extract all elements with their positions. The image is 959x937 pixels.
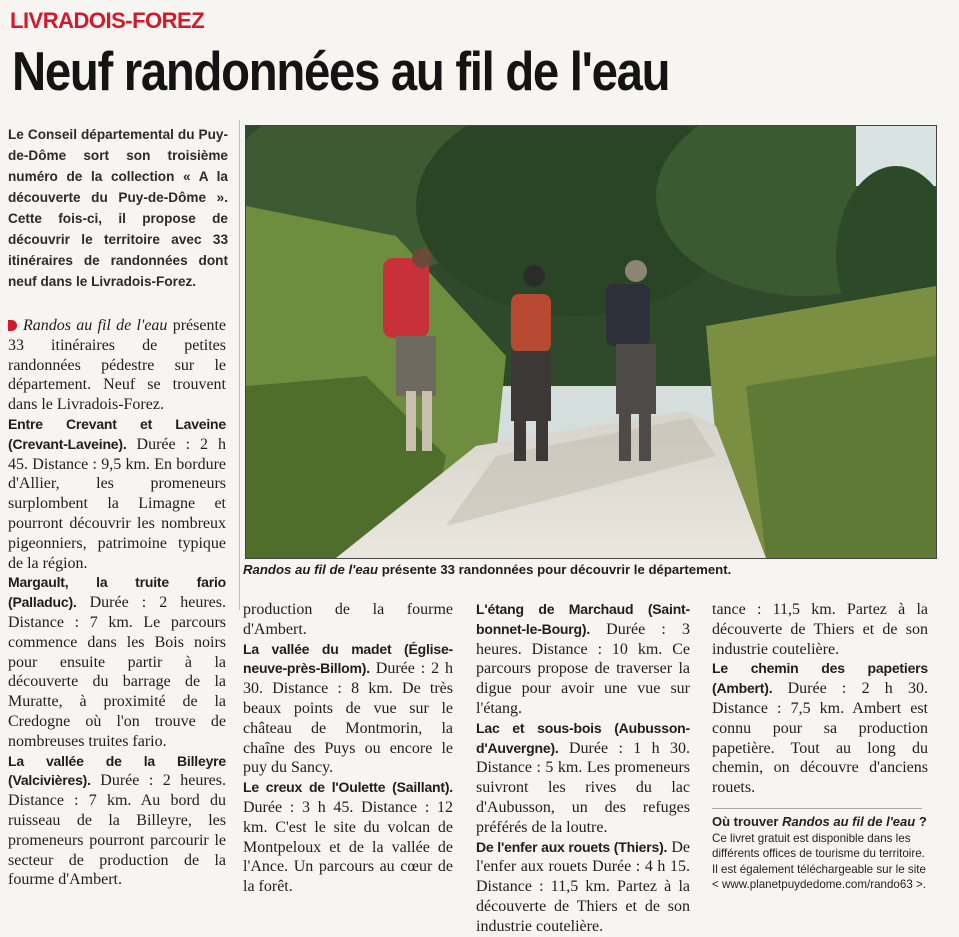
intro-paragraph: Le Conseil départemental du Puy-de-Dôme sort son troisième numéro de la collection « A la découverte du Puy-de-Dôme ». Cette fois-ci, il propose de découvrir le territoire avec 33 itinéraires de randonnées dont neuf dans le Livradois-Forez. (8, 127, 228, 289)
column-divider (239, 120, 240, 610)
route-title: La vallée du madet (Église-neuve-près-Billom). (243, 640, 453, 677)
route-title: Lac et sous-bois (Aubusson-d'Auvergne). (476, 719, 690, 756)
route-title: De l'enfer aux rouets (Thiers). (476, 838, 668, 855)
photo-caption: Randos au fil de l'eau présente 33 randonnées pour découvrir le département. (243, 562, 732, 577)
infobox-divider (712, 808, 922, 809)
guide-title: Randos au fil de l'eau (23, 317, 168, 334)
route-crevant: Entre Crevant et Laveine (Crevant-Laveine). Durée : 2 h 45. Distance : 9,5 km. En bordure d'Allier, les promeneurs surplombent la Limagne et pourront découvrir les nombreux pigeonniers, patrimoine typique de la région. (8, 415, 226, 572)
article-column-3 (476, 600, 690, 937)
lead-paragraph: Randos au fil de l'eau présente 33 itinéraires de petites randonnées pédestre sur le département. Neuf se trouvent dans le Livradois-Forez. (8, 317, 226, 414)
headline: Neuf randonnées au fil de l'eau (12, 40, 670, 102)
route-title: L'étang de Marchaud (Saint-bonnet-le-Bourg). (476, 601, 690, 637)
article-column-1 (8, 316, 226, 890)
route-aubusson: Lac et sous-bois (Aubusson-d'Auvergne). Durée : 1 h 30. Distance : 5 km. Les promeneurs suivront les rives du lac d'Aubusson, un des refuges préférés de la loutre. (476, 719, 690, 836)
route-enfer-cont: tance : 11,5 km. Partez à la découverte de Thiers et de son industrie coutelière. (712, 601, 928, 658)
hikers-image (246, 126, 936, 558)
route-title: Le creux de l'Oulette (Saillant). (243, 779, 453, 796)
route-title: Margault, la truite fario (Palladuc). (8, 574, 226, 611)
route-oulette: Le creux de l'Oulette (Saillant). Durée : 3 h 45. Distance : 12 km. C'est le site du volcan de Montpeloux et de la vallée de l'Ance. Un parcours au cœur de la forêt. (243, 779, 453, 896)
route-billeyre: La vallée de la Billeyre (Valcivières). Durée : 2 heures. Distance : 7 km. Au bord du ruisseau de la Billeyre, les promeneurs pourront parcourir le secteur de production de la fourme d'Ambert. (8, 752, 226, 889)
route-marchaud: L'étang de Marchaud (Saint-bonnet-le-Bourg). Durée : 3 heures. Distance : 10 km. Ce parcours propose de traverser la digue pour avoir une vue sur l'étang. (476, 601, 690, 717)
route-title: La vallée de la Billeyre (Valcivières). (8, 752, 226, 789)
route-papetiers: Le chemin des papetiers (Ambert). Durée : 2 h 30. Distance : 7,5 km. Ambert est connu pour sa production papetière. Tout au long du chemin, on découvre d'anciens rouets. (712, 660, 928, 797)
route-margault: Margault, la truite fario (Palladuc). Durée : 2 heures. Distance : 7 km. Le parcours commence dans les Bois noirs pour ensuite partir à la découverte du barrage de la Muratte, à proximité de la Credogne où l'on trouve de nombreuses truites fario. (8, 574, 226, 750)
article-column-2 (243, 600, 453, 897)
route-enfer: De l'enfer aux rouets (Thiers). De l'enfer aux rouets Durée : 4 h 15. Distance : 11,5 km. Partez à la découverte de Thiers et de son industrie coutelière. (476, 838, 690, 935)
hikers-photo (245, 125, 937, 559)
download-link[interactable]: < www.planetpuydedome.com/rando63 >. (712, 878, 926, 892)
red-bullet-icon (8, 320, 17, 331)
route-title: Entre Crevant et Laveine (Crevant-Laveine). (8, 415, 226, 452)
section-rubric: LIVRADOIS-FOREZ (10, 8, 205, 33)
route-title: Le chemin des papetiers (Ambert). (712, 660, 928, 697)
route-madet: La vallée du madet (Église-neuve-près-Billom). Durée : 2 h 30. Distance : 8 km. De très beaux points de vue sur le château de Montmorin, la chaîne des Puys ou encore le puy du Sancy. (243, 640, 453, 777)
article-column-4 (712, 600, 928, 798)
info-box: Où trouver Randos au fil de l'eau ? Ce livret gratuit est disponible dans les différents offices de tourisme du territoire. Il est également téléchargeable sur le site < www.planetpuydedome.com/rando63 >. (712, 814, 927, 892)
route-billeyre-cont: production de la fourme d'Ambert. (243, 601, 453, 638)
